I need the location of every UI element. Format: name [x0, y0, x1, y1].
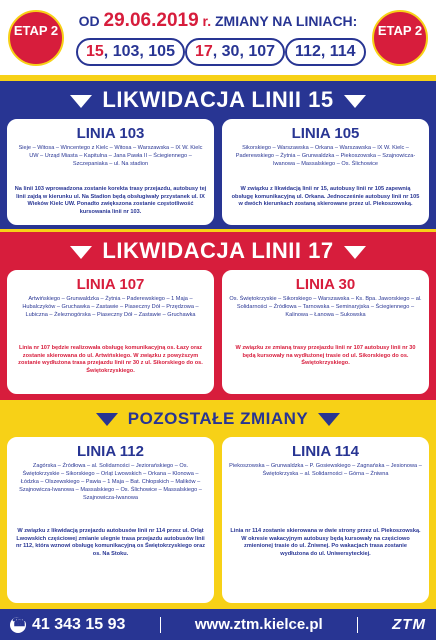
route-note: W związku z likwidacją przejazdu autobusów linii nr 114 przez ul. Orląt Lwowskich częściowej zmianie ulegnie trasa przejazdu autobusów linii nr 112, która wznowi obsługę komunikacyjną os Świętokrzyskiego oraz os. Na Stoku.	[15, 528, 205, 557]
route-streets: Zagórska – Źródłowa – al. Solidarności – Jeziorańskiego – Os. Świętokrzyskie – Sikorskiego – Orląt Lwowskich – Orkana – Klonowa – Łódzka – Olszewskiego – Pawia – 1 Maja – Bat. Chłopskich – Malików – Szajnowicza-Iwanowa – Massalskiego – Os. Ślichowice – Massalskiego – Szajnowicza-Iwanowa	[19, 463, 202, 501]
section-title-17: LIKWIDACJA LINII 17	[0, 238, 436, 264]
chip-15-103-105: 15, 103, 105	[76, 38, 185, 66]
card-title: LINIA 112	[77, 443, 144, 460]
route-note: Na linii 103 wprowadzona zostanie korekta trasy przejazdu, autobusy tej linii zajdą w kierunku ul. Na Stadion będą obsługiwały przystanek ul. IX Wieków Kielc UW. Ponadto zwiększona zostanie częstotliwość kursowania linii nr 103.	[14, 186, 207, 215]
route-streets: Sikorskiego – Warszawska – Orkana – Warszawska – IX W. Kielc – Paderewskiego – Żytnia – Grunwaldzka – Piekoszowska – Szajnowicza-Iwanowa – Massalskiego – Os. Ślichowice	[235, 145, 416, 167]
header	[0, 0, 436, 78]
from-prefix: OD	[78, 13, 100, 29]
card-line-107	[7, 270, 214, 394]
triangle-down-icon	[318, 413, 340, 426]
route-note: W związku z likwidacją linii nr 15, autobusy linii nr 105 zapewnią obsługę komunikacyjną ul. Orkana. Jednocześnie autobusy linii nr 105 w dwóch kierunkach zostaną skierowane przez ul. Piekoszowską.	[231, 186, 420, 208]
card-line-112	[7, 437, 214, 603]
etap-badge-left: ETAP 2	[8, 10, 64, 66]
card-title: LINIA 114	[292, 443, 359, 460]
divider	[357, 617, 358, 633]
etap-badge-right: ETAP 2	[372, 10, 428, 66]
triangle-down-icon	[344, 95, 366, 108]
section-liquidation-17	[0, 232, 436, 400]
ztm-logo: ZTM	[392, 616, 426, 633]
route-note: Linia nr 107 będzie realizowała obsługę komunikacyjną os. Łazy oraz zostanie skierowana do ul. Artwińskiego. W związku z powyższym zostanie wydłużona trasa przejazdu linii nr 30 z ul. Sikorskiego do os. Świętokrzyskiego.	[18, 345, 203, 374]
effective-date: 29.06.2019	[103, 10, 199, 31]
section-liquidation-15	[0, 81, 436, 229]
divider	[160, 617, 161, 633]
date-line	[76, 10, 360, 32]
route-streets: Os. Świętokrzyskie – Sikorskiego – Warszawska – Ks. Bpa. Jaworskiego – al. Solidarności – Źródłowa – Tarnowska – Seminaryjska – Ściegiennego – Kalinowa – Łanowa – Sukowska	[229, 296, 422, 318]
route-note: Linia nr 114 zostanie skierowana w dwie strony przez ul. Piekoszowską. W okresie wakacyjnym autobusy będą kursowały na częściowo zmienionej trasie do ul. Żniwnej. Po wakacjach trasa zostanie wydłużona do ul. Uniwersyteckiej.	[230, 528, 421, 557]
card-title: LINIA 105	[291, 125, 360, 142]
phone-icon	[10, 617, 26, 633]
route-streets: Artwińskiego – Grunwaldzka – Żytnia – Paderewskiego – 1 Maja – Hubalczyków – Gruchawka – Zastawie – Piaseczny Dół – Przędzowa – Lubiczna – Żeleznogórska – Piaseczny Dół – Zastawie – Gruchawka	[22, 296, 199, 318]
card-title: LINIA 30	[295, 276, 356, 293]
card-line-114	[222, 437, 429, 603]
triangle-down-icon	[70, 95, 92, 108]
changes-label: ZMIANY NA LINIACH:	[215, 13, 358, 29]
chip-17-30-107: 17, 30, 107	[185, 38, 285, 66]
triangle-down-icon	[96, 413, 118, 426]
phone-number[interactable]: ☎ 41 343 15 93	[10, 616, 125, 634]
footer	[0, 609, 436, 640]
route-streets: Sieje – Witosa – Wincentego z Kielc – Witosa – Warszawska – IX W. Kielc UW – Urząd Miasta – Kapitulna – Jana Pawła II – Ściegiennego – Szczepaniaka – ul. Na stadion	[18, 145, 203, 167]
route-streets: Piekoszowska – Grunwaldzka – P. Gosiewskiego – Zagnańska – Jesionowa – Świętokrzyska – al. Solidarności – Górna – Żniwna	[229, 463, 422, 477]
chip-112-114: 112, 114	[285, 38, 366, 66]
section-other-changes	[0, 403, 436, 609]
card-line-105	[222, 119, 429, 225]
route-note: W związku ze zmianą trasy przejazdu linii nr 107 autobusy linii nr 30 będą kursowały na wydłużonej trasie od ul. Sikorskiego do os. Świętokrzyskiego.	[235, 345, 416, 367]
date-suffix: r.	[202, 13, 212, 29]
card-title: LINIA 107	[76, 276, 145, 293]
website-link[interactable]: www.ztm.kielce.pl	[194, 616, 323, 633]
card-line-103	[7, 119, 214, 225]
section-title-other: POZOSTAŁE ZMIANY	[0, 409, 436, 429]
triangle-down-icon	[344, 246, 366, 259]
card-title: LINIA 103	[76, 125, 145, 142]
triangle-down-icon	[70, 246, 92, 259]
line-chips	[76, 38, 360, 66]
section-title-15: LIKWIDACJA LINII 15	[0, 87, 436, 113]
card-line-30	[222, 270, 429, 394]
